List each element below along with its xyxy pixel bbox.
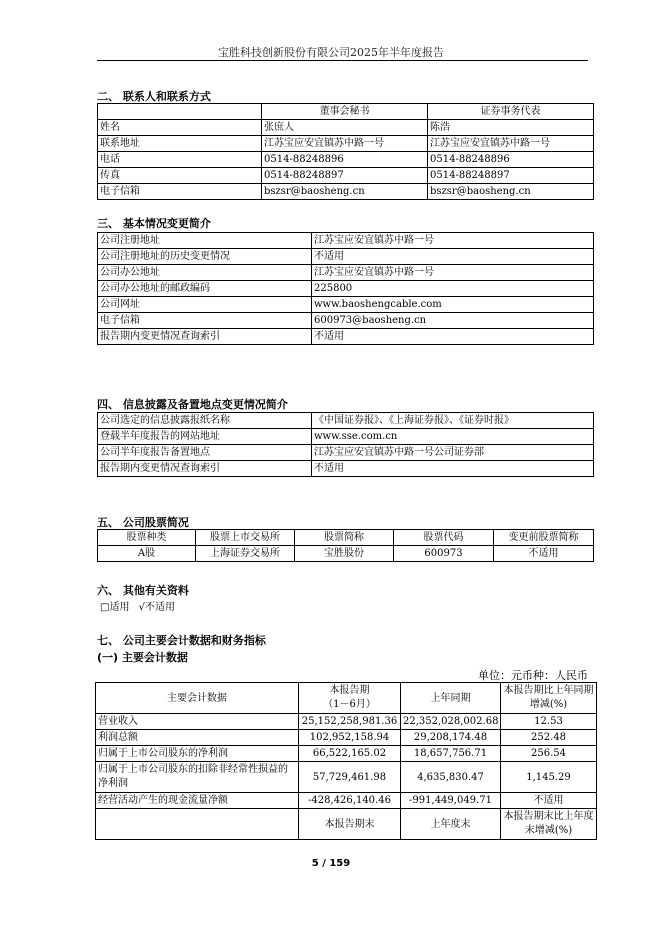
- page-number: 5 / 159: [311, 858, 351, 869]
- table-cell: 600973@baosheng.cn: [312, 313, 594, 329]
- table-cell: 传真: [98, 168, 262, 184]
- header-line: 本报告期: [329, 685, 370, 696]
- table-cell: 联系地址: [98, 136, 262, 152]
- table-cell: 0514-88248896: [428, 152, 594, 168]
- table-cell: 江苏宝应安宜镇苏中路一号: [312, 265, 594, 281]
- table-row: [96, 793, 597, 809]
- header-divider: [97, 60, 588, 61]
- table-header-cell: 董事会秘书: [262, 104, 428, 120]
- table-row: [98, 281, 594, 297]
- table-cell: 29,208,174.48: [401, 730, 501, 746]
- table-cell: 张庶人: [262, 120, 428, 136]
- table-cell: 报告期内变更情况查询索引: [98, 329, 312, 345]
- header-line: （1－6月）: [323, 699, 376, 710]
- table-row: [98, 152, 594, 168]
- table-cell: 电子信箱: [98, 184, 262, 200]
- table-cell: 252.48: [501, 730, 597, 746]
- table-row: [98, 265, 594, 281]
- table-cell: 利润总额: [96, 730, 299, 746]
- table-row: [98, 168, 594, 184]
- table-row: [98, 104, 594, 120]
- table-cell: bszsr@baosheng.cn: [428, 184, 594, 200]
- table-row: [98, 297, 594, 313]
- table-header-cell: 股票上市交易所: [196, 530, 295, 546]
- table-cell: 归属于上市公司股东的净利润: [96, 746, 299, 762]
- table-cell: [96, 809, 299, 840]
- section-7-title: 七、 公司主要会计数据和财务指标: [97, 634, 266, 647]
- stock-table: [97, 529, 594, 562]
- table-header-cell: 上年同期: [401, 683, 501, 714]
- table-cell: 电子信箱: [98, 313, 312, 329]
- table-cell: 0514-88248897: [262, 168, 428, 184]
- table-cell: 江苏宝应安宜镇苏中路一号: [312, 233, 594, 249]
- table-cell: 不适用: [501, 793, 597, 809]
- table-cell: 公司办公地址: [98, 265, 312, 281]
- table-cell: 营业收入: [96, 714, 299, 730]
- table-row: [96, 746, 597, 762]
- table-cell: 陈浩: [428, 120, 594, 136]
- table-row: [96, 762, 597, 793]
- table-cell: 宝胜股份: [295, 546, 394, 562]
- table-cell: 姓名: [98, 120, 262, 136]
- table-row: [98, 445, 594, 461]
- section-2-title: 二、 联系人和联系方式: [97, 90, 211, 103]
- applicability-options: [100, 598, 175, 613]
- table-cell: 18,657,756.71: [401, 746, 501, 762]
- table-row: [98, 313, 594, 329]
- table-cell: bszsr@baosheng.cn: [262, 184, 428, 200]
- table-cell: 12.53: [501, 714, 597, 730]
- table-cell: 0514-88248896: [262, 152, 428, 168]
- table-cell: 225800: [312, 281, 594, 297]
- table-cell: 22,352,028,002.68: [401, 714, 501, 730]
- table-cell: 经营活动产生的现金流量净额: [96, 793, 299, 809]
- table-cell: 0514-88248897: [428, 168, 594, 184]
- option-not-applicable: √不适用: [138, 602, 176, 613]
- table-header-cell: 本报告期比上年同期增减(%): [501, 683, 597, 714]
- disclosure-table: [97, 412, 594, 477]
- table-row: [98, 429, 594, 445]
- contact-table: [97, 103, 594, 200]
- table-cell: 256.54: [501, 746, 597, 762]
- table-row: [98, 461, 594, 477]
- table-cell: 江苏宝应安宜镇苏中路一号: [262, 136, 428, 152]
- table-cell: 1,145.29: [501, 762, 597, 793]
- table-header-cell: 股票种类: [98, 530, 196, 546]
- accounting-data-table: [95, 682, 597, 840]
- table-cell: 不适用: [312, 249, 594, 265]
- table-cell: 不适用: [312, 461, 594, 477]
- table-header-cell: 股票代码: [394, 530, 494, 546]
- table-row: [98, 120, 594, 136]
- table-cell: 57,729,461.98: [299, 762, 401, 793]
- table-cell: -428,426,140.46: [299, 793, 401, 809]
- table-row: [96, 714, 597, 730]
- currency-unit: 单位：元币种：人民币: [478, 669, 588, 682]
- section-4-title: 四、 信息披露及备置地点变更情况简介: [97, 398, 288, 411]
- table-cell: [98, 104, 262, 120]
- table-cell: 电话: [98, 152, 262, 168]
- table-cell: 公司半年度报告备置地点: [98, 445, 312, 461]
- table-cell: 不适用: [494, 546, 594, 562]
- table-row: [98, 413, 594, 429]
- table-cell: 上海证券交易所: [196, 546, 295, 562]
- table-header-cell: [299, 683, 401, 714]
- table-cell: www.sse.com.cn: [312, 429, 594, 445]
- table-cell: 25,152,258,981.36: [299, 714, 401, 730]
- table-row: [98, 136, 594, 152]
- table-cell: -991,449,049.71: [401, 793, 501, 809]
- table-row: [96, 683, 597, 714]
- table-header-cell: 主要会计数据: [96, 683, 299, 714]
- table-cell: 公司办公地址的邮政编码: [98, 281, 312, 297]
- table-row: [98, 249, 594, 265]
- table-cell: 公司注册地址: [98, 233, 312, 249]
- table-cell: 《中国证券报》、《上海证券报》、《证券时报》: [312, 413, 594, 429]
- basic-info-table: [97, 232, 594, 345]
- table-cell: www.baoshengcable.com: [312, 297, 594, 313]
- table-header-cell: 本报告期末: [299, 809, 401, 840]
- section-6-title: 六、 其他有关资料: [97, 584, 189, 597]
- table-cell: 江苏宝应安宜镇苏中路一号: [428, 136, 594, 152]
- table-cell: 4,635,830.47: [401, 762, 501, 793]
- section-7-subtitle: (一) 主要会计数据: [97, 651, 188, 664]
- table-row: [98, 184, 594, 200]
- table-cell: 登载半年度报告的网站地址: [98, 429, 312, 445]
- table-cell: 归属于上市公司股东的扣除非经常性损益的净利润: [96, 762, 299, 793]
- table-cell: 江苏宝应安宜镇苏中路一号公司证券部: [312, 445, 594, 461]
- table-row: [96, 730, 597, 746]
- table-cell: 公司注册地址的历史变更情况: [98, 249, 312, 265]
- table-cell: 66,522,165.02: [299, 746, 401, 762]
- table-cell: 报告期内变更情况查询索引: [98, 461, 312, 477]
- table-row: [98, 329, 594, 345]
- table-header-cell: 本报告期末比上年度末增减(%): [501, 809, 597, 840]
- page-header-title: 宝胜科技创新股份有限公司2025年半年度报告: [218, 46, 444, 59]
- table-cell: 公司网址: [98, 297, 312, 313]
- table-header-cell: 上年度末: [401, 809, 501, 840]
- table-row: [98, 233, 594, 249]
- table-header-cell: 股票简称: [295, 530, 394, 546]
- option-applicable: □适用: [100, 602, 130, 613]
- table-cell: A股: [98, 546, 196, 562]
- table-header-cell: 证券事务代表: [428, 104, 594, 120]
- table-row: [98, 546, 594, 562]
- table-cell: 600973: [394, 546, 494, 562]
- section-5-title: 五、 公司股票简况: [97, 516, 189, 529]
- table-row: [96, 809, 597, 840]
- section-3-title: 三、 基本情况变更简介: [97, 217, 211, 230]
- table-cell: 102,952,158.94: [299, 730, 401, 746]
- table-header-cell: 变更前股票简称: [494, 530, 594, 546]
- table-cell: 不适用: [312, 329, 594, 345]
- table-row: [98, 530, 594, 546]
- table-cell: 公司选定的信息披露报纸名称: [98, 413, 312, 429]
